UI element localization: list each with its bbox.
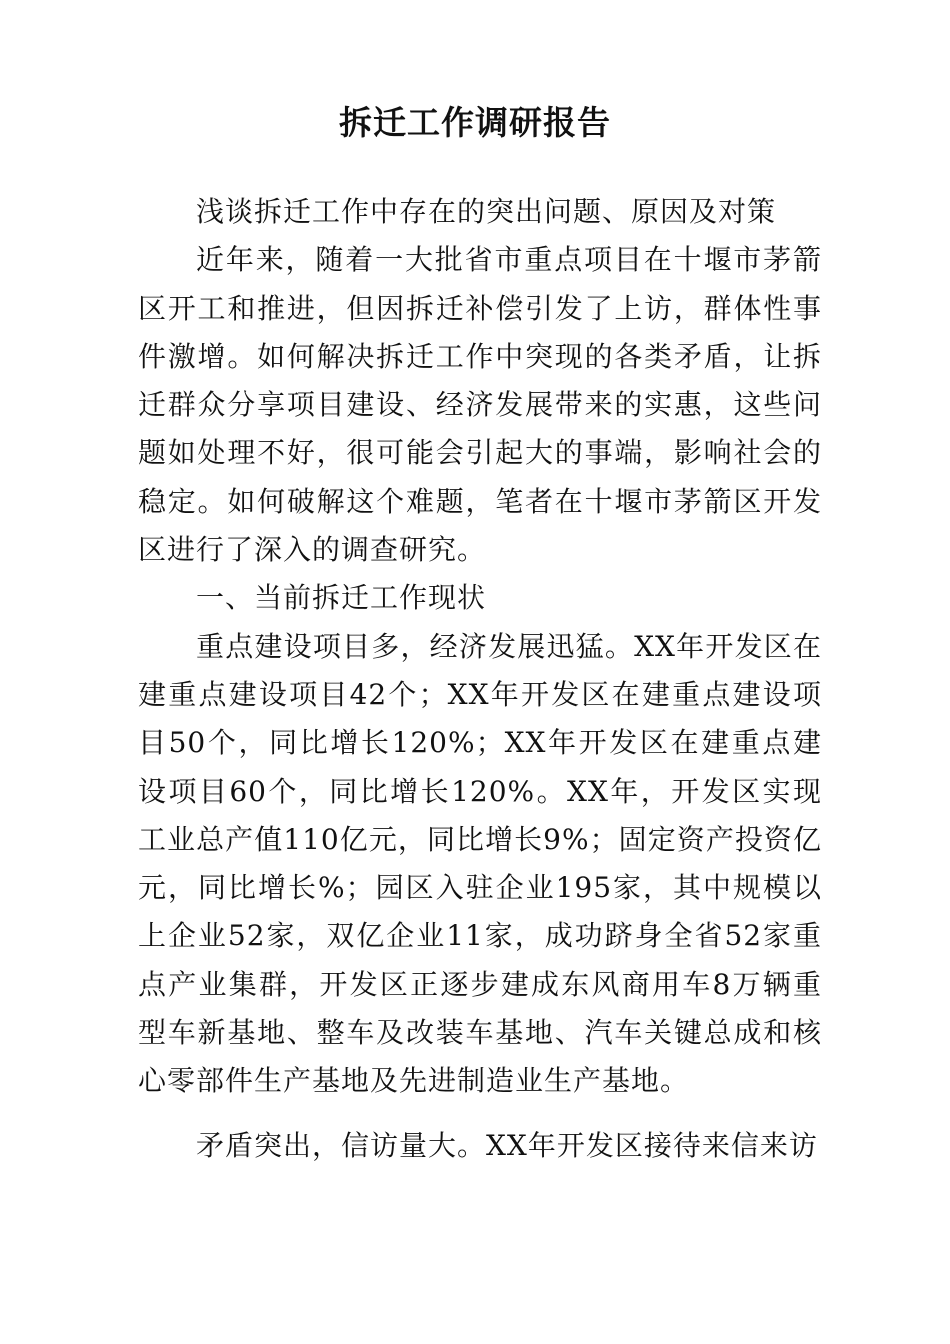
paragraph-subtitle: 浅谈拆迁工作中存在的突出问题、原因及对策 (196, 195, 777, 228)
paragraph-intro: 近年来，随着一大批省市重点项目在十堰市茅箭区开工和推进，但因拆迁补偿引发了上访，群体性事件激增。如何解决拆迁工作中突现的各类矛盾，让拆迁群众分享项目建设、经济发展带来的实惠，这些问题如处理不好，很可能会引起大的事端，影响社会的稳定。如何破解这个难题，笔者在十堰市茅箭区开发区进行了深入的调查研究。 (138, 243, 822, 567)
document-title: 拆迁工作调研报告 (339, 103, 611, 142)
paragraph-petitions: 矛盾突出，信访量大。XX年开发区接待来信来访 (196, 1128, 818, 1162)
paragraph-projects: 重点建设项目多，经济发展迅猛。XX年开发区在建重点建设项目42个；XX年开发区在建重点建设项目50个，同比增长120%；XX年开发区在建重点建设项目60个，同比增长120%。XX年，开发区实现工业总产值110亿元，同比增长9%；固定资产投资亿元，同比增长%；园区入驻企业195家，其中规模以上企业52家，双亿企业11家，成功跻身全省52家重点产业集群，开发区正逐步建成东风商用车8万辆重型车新基地、整车及改装车基地、汽车关键总成和核心零部件生产基地及先进制造业生产基地。 (138, 629, 822, 1098)
section-heading: 一、当前拆迁工作现状 (196, 581, 487, 615)
document-body (138, 188, 822, 1170)
